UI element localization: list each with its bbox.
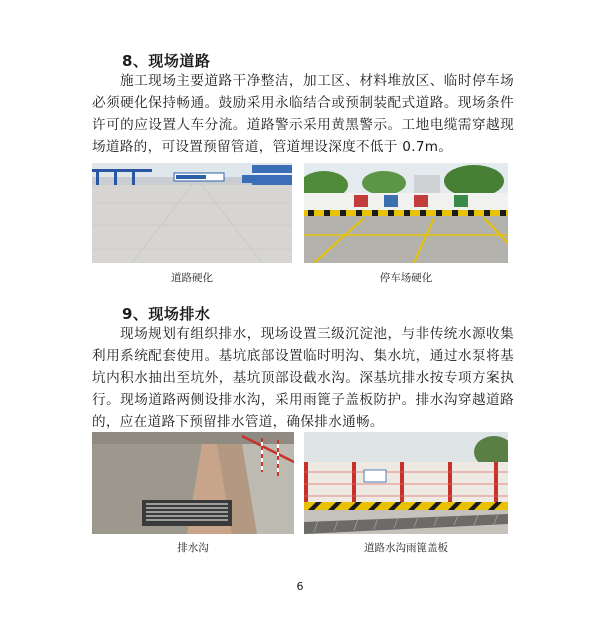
section-9-paragraph: 现场规划有组织排水，现场设置三级沉淀池，与非传统水源收集利用系统配套使用。基坑底部设置临时明沟、集水坑，通过水泵将基坑内积水抽出至坑外，基坑顶部设截水沟。深基坑排水按专项方案执行。现场道路两侧设排水沟，采用雨篦子盖板防护。排水沟穿越道路的，应在道路下预留排水管道，确保排水通畅。 — [92, 326, 514, 430]
section-8-paragraph: 施工现场主要道路干净整洁，加工区、材料堆放区、临时停车场必须硬化保持畅通。鼓励采用永临结合或预制装配式道路。现场条件许可的应设置人车分流。道路警示采用黄黑警示。工地电缆需穿越现场道路的，可设置预留管道，管道埋设深度不低于 0.7m。 — [92, 73, 514, 155]
page-number: 6 — [296, 580, 304, 593]
road-hardening-caption: 道路硬化 — [171, 272, 213, 284]
road-hardening-photo — [92, 163, 292, 263]
section-8-heading: 8、现场道路 — [122, 52, 211, 70]
parking-hardening-photo — [304, 163, 508, 263]
road-ditch-grate-caption: 道路水沟雨篦盖板 — [364, 542, 448, 554]
road-ditch-grate-photo — [304, 432, 508, 534]
parking-hardening-caption: 停车场硬化 — [379, 272, 433, 284]
drainage-ditch-photo — [92, 432, 294, 534]
drainage-ditch-caption: 排水沟 — [177, 542, 209, 554]
section-9-heading: 9、现场排水 — [122, 305, 211, 323]
